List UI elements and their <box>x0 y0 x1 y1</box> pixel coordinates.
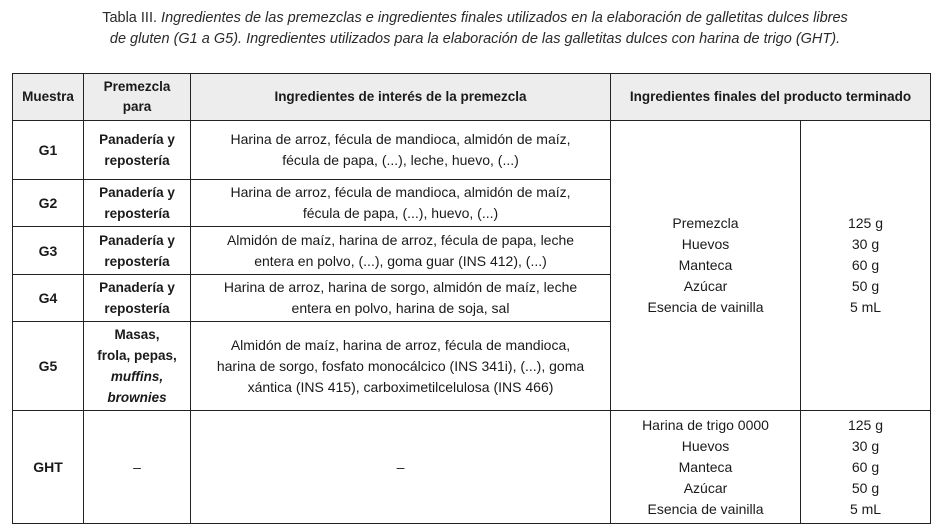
table-caption <box>60 8 890 50</box>
ingredients-line: Almidón de maíz, harina de arroz, fécula de papa, leche <box>226 231 575 248</box>
ingredients-line: fécula de papa, (...), huevo, (...) <box>302 205 499 221</box>
premix-use-line: repostería <box>104 153 170 168</box>
final-ingredient-amount: 60 g <box>851 257 880 273</box>
premix-use-line: Panadería y <box>99 132 175 147</box>
ingredients-line: entera en polvo, harina de soja, sal <box>291 300 510 316</box>
premix-use-line: Masas, <box>114 327 160 342</box>
table-row-ght <box>13 411 931 524</box>
premix-use-line: repostería <box>104 253 170 269</box>
final-ingredient-amount: 30 g <box>851 437 880 454</box>
final-ingredient-amount: 5 mL <box>849 500 882 517</box>
sample-code: G5 <box>13 322 84 411</box>
premix-ingredients <box>191 227 611 275</box>
header-ingredientes-interes: Ingredientes de interés de la premezcla <box>191 74 611 121</box>
caption-line-2 <box>60 29 890 50</box>
ingredients-line: Harina de arroz, fécula de mandioca, almidón de maíz, <box>230 184 571 200</box>
header-muestra: Muestra <box>13 74 84 121</box>
final-ingredients-names <box>611 411 801 524</box>
premix-use-line: Panadería y <box>99 280 175 295</box>
premix-use <box>84 121 191 180</box>
ingredients-line: xántica (INS 415), carboximetilcelulosa (INS 466) <box>247 378 554 395</box>
final-ingredient-amount: 125 g <box>847 215 884 231</box>
premix-ingredients <box>191 275 611 322</box>
premix-use-line: brownies <box>107 390 167 405</box>
final-ingredient-name: Manteca <box>678 257 733 273</box>
header-premezcla-line-1: Premezcla <box>103 79 171 94</box>
premix-ingredients: – <box>191 411 611 524</box>
premix-ingredients <box>191 322 611 411</box>
sample-code: GHT <box>13 411 84 524</box>
premix-use <box>84 322 191 411</box>
final-ingredient-amount: 60 g <box>851 458 880 475</box>
caption-text-2: de gluten (G1 a G5). Ingredientes utilizados para la elaboración de las galletitas dulces con harina de trigo (GHT). <box>109 31 841 47</box>
sample-code: G4 <box>13 275 84 322</box>
sample-code: G2 <box>13 180 84 227</box>
final-ingredient-amount: 50 g <box>851 479 880 496</box>
final-ingredient-name: Azúcar <box>683 278 728 294</box>
premix-use-line: frola, pepas, <box>97 348 177 363</box>
final-ingredients-names <box>611 121 801 411</box>
header-premezcla <box>84 74 191 121</box>
premix-use: – <box>84 411 191 524</box>
caption-line-1 <box>60 8 890 29</box>
premix-use-line: Panadería y <box>99 232 175 248</box>
premix-use <box>84 275 191 322</box>
final-ingredient-amount: 50 g <box>851 278 880 294</box>
caption-label: Tabla III. <box>102 10 162 26</box>
premix-use-line: repostería <box>104 206 170 221</box>
ingredients-line: harina de sorgo, fosfato monocálcico (INS 341i), (...), goma <box>216 357 585 374</box>
ingredients-line: Almidón de maíz, harina de arroz, fécula de mandioca, <box>230 336 571 353</box>
header-ingredientes-finales: Ingredientes finales del producto terminado <box>611 74 931 121</box>
premix-use <box>84 180 191 227</box>
premix-ingredients <box>191 180 611 227</box>
ingredients-table <box>12 73 931 524</box>
final-ingredient-name: Huevos <box>681 437 730 454</box>
caption-text-1: Ingredientes de las premezclas e ingredientes finales utilizados en la elaboración de galletitas dulces libres <box>161 10 848 26</box>
premix-use-line: repostería <box>104 301 170 316</box>
final-ingredient-amount: 30 g <box>851 236 880 252</box>
ingredients-line: entera en polvo, (...), goma guar (INS 412), (...) <box>254 252 547 269</box>
final-ingredients-amounts <box>801 121 931 411</box>
final-ingredient-name: Esencia de vainilla <box>647 299 764 315</box>
final-ingredient-amount: 5 mL <box>849 299 882 315</box>
final-ingredient-name: Azúcar <box>683 479 728 496</box>
sample-code: G1 <box>13 121 84 180</box>
table-row-g1 <box>13 121 931 180</box>
final-ingredient-name: Manteca <box>678 458 733 475</box>
final-ingredients-amounts <box>801 411 931 524</box>
final-ingredient-name: Premezcla <box>672 215 739 231</box>
premix-use-line: Panadería y <box>99 185 175 200</box>
header-premezcla-line-2: para <box>122 99 152 114</box>
premix-use-line: muffins, <box>110 369 164 384</box>
ingredients-line: Harina de arroz, fécula de mandioca, almidón de maíz, <box>230 131 571 147</box>
ingredients-line: Harina de arroz, harina de sorgo, almidón de maíz, leche <box>223 279 578 295</box>
sample-code: G3 <box>13 227 84 275</box>
final-ingredient-name: Huevos <box>681 236 730 252</box>
premix-use <box>84 227 191 275</box>
final-ingredient-name: Esencia de vainilla <box>647 500 764 517</box>
header-row <box>13 74 931 121</box>
premix-ingredients <box>191 121 611 180</box>
final-ingredient-amount: 125 g <box>847 416 884 433</box>
final-ingredient-name: Harina de trigo 0000 <box>642 416 769 433</box>
ingredients-line: fécula de papa, (...), leche, huevo, (...) <box>282 152 519 168</box>
